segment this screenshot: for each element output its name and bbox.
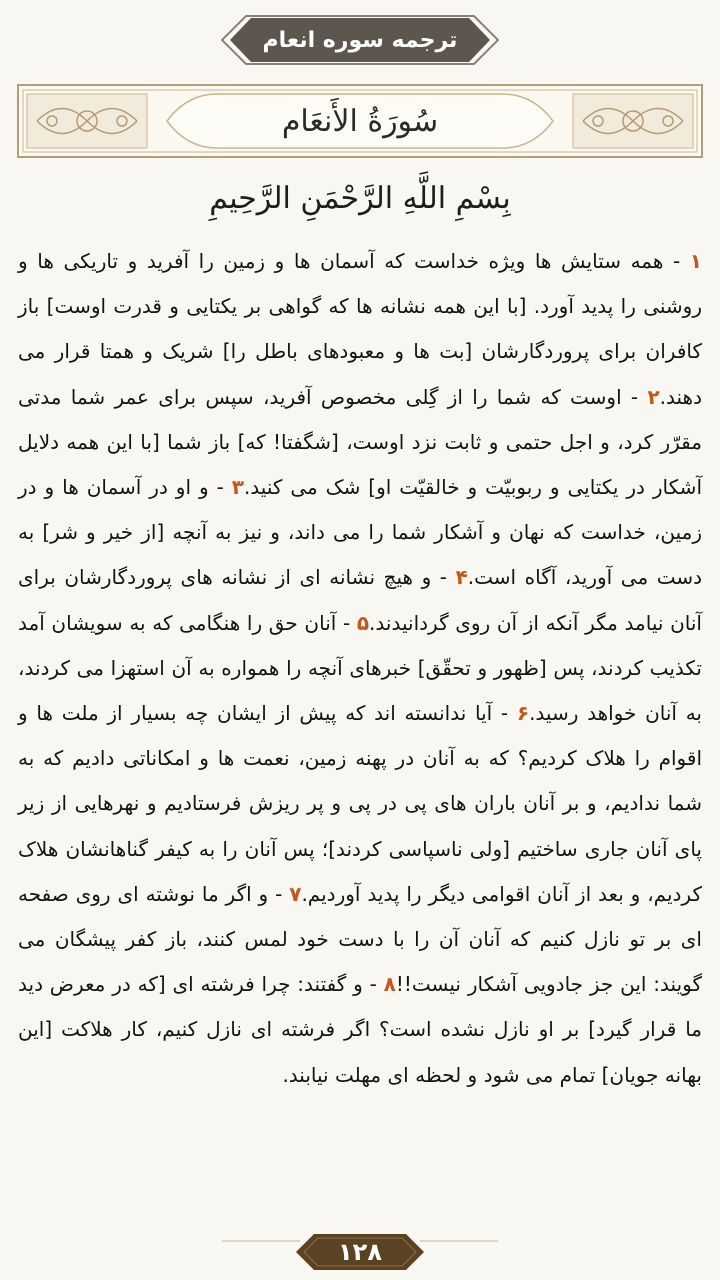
page-number: ۱۲۸ [338,1238,382,1266]
verse-number: ۷ [289,881,302,906]
verse-text: و گفتند: چرا فرشته ای [که در معرض دید ما قرار گیرد] بر او نازل نشده است؟ اگر فرشته ای نازل کنیم، کار هلاکت [این بهانه جویان] تمام می شود و لحظه ای مهلت نیابند. [18,972,702,1087]
basmala: بِسْمِ اللَّهِ الرَّحْمَنِ الرَّحِيمِ [209,181,511,216]
translation-text: ۱ - همه ستایش ها ویژه خداست که آسمان ها و زمین را آفرید و تاریکی ها و روشنی را پدید آورد. [با این همه نشانه ها که گواهی بر یکتایی و قدرت اوست] باز کافران برای پروردگارشان [بت ها و معبودهای باطل را] شریک و همتا قرار می دهند.۲ - اوست که شما را از گِلی مخصوص آفرید، سپس برای عمر شما مدتی مقرّر کرد، و اجل حتمی و ثابت نزد اوست، [شگفتا! که] باز شما [با این همه دلایل آشکار در یکتایی و ربوبیّت و خالقیّت او] شک می کنید.۳ - و او در آسمان ها و در زمین، خداست که نهان و آشکار شما را می داند، و نیز به آنچه [از خیر و شر] به دست می آورید، آگاه است.۴ - و هیچ نشانه ای از نشانه های پروردگارشان برای آنان نیامد مگر آنکه از آن روی گردانیدند.۵ - آنان حق را هنگامی که به سویشان آمد تکذیب کردند، پس [ظهور و تحقّق] خبرهای آنچه را همواره به آن استهزا می کردند، به آنان خواهد رسید.۶ - آیا ندانسته اند که پیش از ایشان چه بسیار از ملت ها و اقوام را هلاک کردیم؟ که به آنان در پهنه زمین، نعمت ها و امکاناتی دادیم که به شما ندادیم، و بر آنان باران های پی در پی و پر ریزش فرستادیم و نهرهایی از زیر پای آنان جاری ساختیم [ولی ناسپاسی کردند]؛ پس آنان را به کیفر گناهانشان هلاک کردیم، و بعد از آنان اقوامی دیگر را پدید آوردیم.۷ - و اگر ما نوشته ای روی صفحه ای بر تو نازل کنیم که آنان آن را با دست خود لمس کنند، باز کفر پیشگان می گویند: این جز جادویی آشکار نیست!!۸ - و گفتند: چرا فرشته ای [که در معرض دید ما قرار گیرد] بر او نازل نشده است؟ اگر فرشته ای نازل کنیم، کار هلاکت [این بهانه جویان] تمام می شود و لحظه ای مهلت نیابند. [18,249,703,1087]
verse-text: و او در آسمان ها و در زمین، خداست که نهان و آشکار شما را می داند، و نیز به آنچه [از خیر و شر] به دست می آورید، آگاه است. [18,475,703,590]
verse-number: ۵ [356,610,370,635]
verse-text: همه ستایش ها ویژه خداست که آسمان ها و زمین را آفرید و تاریکی ها و روشنی را پدید آورد. [با این همه نشانه ها که گواهی بر یکتایی و قدرت اوست] باز کافران برای پروردگارشان [بت ها و معبودهای باطل را] شریک و همتا قرار می دهند. [18,249,702,409]
verse-number: ۱ [689,249,702,273]
page-header [0,14,720,66]
verse-text: و اگر ما نوشته ای روی صفحه ای بر تو نازل کنیم که آنان آن را با دست خود لمس کنند، باز کفر پیشگان می گویند: این جز جادویی آشکار نیست!! [18,881,702,997]
verse-text: اوست که شما را از گِلی مخصوص آفرید، سپس برای عمر شما مدتی مقرّر کرد، و اجل حتمی و ثابت نزد اوست، [شگفتا! که] باز شما [با این همه دلایل آشکار در یکتایی و ربوبیّت و خالقیّت او] شک می کنید. [18,384,702,500]
verse-number: ۳ [231,475,244,500]
verse-text: و هیچ نشانه ای از نشانه های پروردگارشان برای آنان نیامد مگر آنکه از آن روی گردانیدند. [18,565,702,635]
verse-number: ۴ [455,565,468,590]
verse-text: آیا ندانسته اند که پیش از ایشان چه بسیار از ملت ها و اقوام را هلاک کردیم؟ که به آنان در پهنه زمین، نعمت ها و امکاناتی دادیم که به شما ندادیم، و بر آنان باران های پی در پی و پر ریزش فرستادیم و نهرهایی از زیر پای آنان جاری ساختیم [ولی ناسپاسی کردند]؛ پس آنان را به کیفر گناهانشان هلاک کردیم، و بعد از آنان اقوامی دیگر را پدید آوردیم. [18,701,702,906]
page-title: ترجمه سوره انعام [262,27,458,53]
verse-number: ۶ [516,701,530,726]
verse-number: ۸ [383,972,396,997]
verse-number: ۲ [647,384,660,409]
surah-name: سُورَةُ الأَنعَام [281,103,439,139]
verse-text: آنان حق را هنگامی که به سویشان آمد تکذیب کردند، پس [ظهور و تحقّق] خبرهای آنچه را همواره به آن استهزا می کردند، به آنان خواهد رسید. [18,610,702,726]
surah-banner [17,84,703,158]
